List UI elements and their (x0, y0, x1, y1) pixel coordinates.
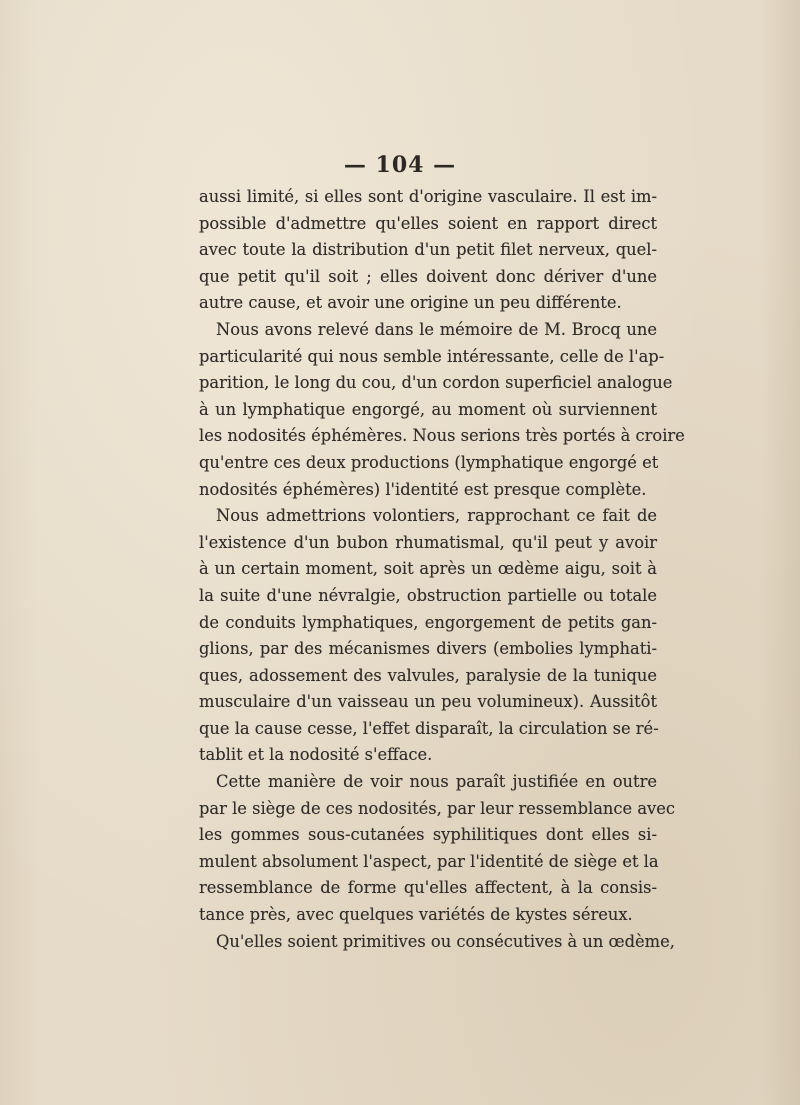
text-line: ressemblance de forme qu'elles affectent, à la consis- (199, 878, 657, 898)
text-line: tance près, avec quelques variétés de kystes séreux. (199, 905, 633, 925)
text-line: Nous avons relevé dans le mémoire de M. Brocq une (216, 319, 657, 339)
body-text (199, 184, 685, 955)
text-line: aussi limité, si elles sont d'origine vasculaire. Il est im- (199, 187, 657, 206)
text-line: possible d'admettre qu'elles soient en rapport direct (199, 213, 657, 233)
text-line: mulent absolument l'aspect, par l'identité de siège et la (199, 851, 659, 871)
text-line: de conduits lymphatiques, engorgement de petits gan- (199, 612, 657, 632)
text-line: l'existence d'un bubon rhumatismal, qu'il peut y avoir (199, 532, 657, 552)
text-line: parition, le long du cou, d'un cordon superficiel analogue (199, 373, 673, 393)
text-line: les gommes sous-cutanées syphilitiques dont elles si- (199, 825, 657, 845)
text-line: musculaire d'un vaisseau un peu volumineux). Aussitôt (199, 692, 657, 712)
text-line: Nous admettrions volontiers, rapprochant ce fait de (216, 506, 657, 526)
text-line: nodosités éphémères) l'identité est presque complète. (199, 479, 647, 499)
text-line: tablit et la nodosité s'efface. (199, 745, 433, 765)
text-line: à un lymphatique engorgé, au moment où surviennent (199, 399, 657, 419)
text-line: Cette manière de voir nous paraît justifiée en outre (216, 772, 657, 792)
text-line: à un certain moment, soit après un œdème aigu, soit à (199, 559, 657, 579)
text-line: la suite d'une névralgie, obstruction partielle ou totale (199, 585, 657, 605)
text-line: les nodosités éphémères. Nous serions très portés à croire (199, 426, 685, 446)
text-line: Qu'elles soient primitives ou consécutives à un œdème, (216, 931, 675, 951)
text-line: particularité qui nous semble intéressante, celle de l'ap- (199, 346, 665, 366)
text-line: glions, par des mécanismes divers (embolies lymphati- (199, 639, 657, 659)
text-line: que petit qu'il soit ; elles doivent donc dériver d'une (199, 266, 657, 286)
text-line: ques, adossement des valvules, paralysie de la tunique (199, 665, 657, 685)
text-line: que la cause cesse, l'effet disparaît, la circulation se ré- (199, 718, 659, 738)
page-number: — 104 — (343, 152, 457, 178)
text-line: avec toute la distribution d'un petit filet nerveux, quel- (199, 240, 657, 260)
text-line: qu'entre ces deux productions (lymphatique engorgé et (199, 452, 659, 472)
text-line: par le siège de ces nodosités, par leur ressemblance avec (199, 798, 675, 818)
text-line: autre cause, et avoir une origine un peu différente. (199, 293, 622, 313)
